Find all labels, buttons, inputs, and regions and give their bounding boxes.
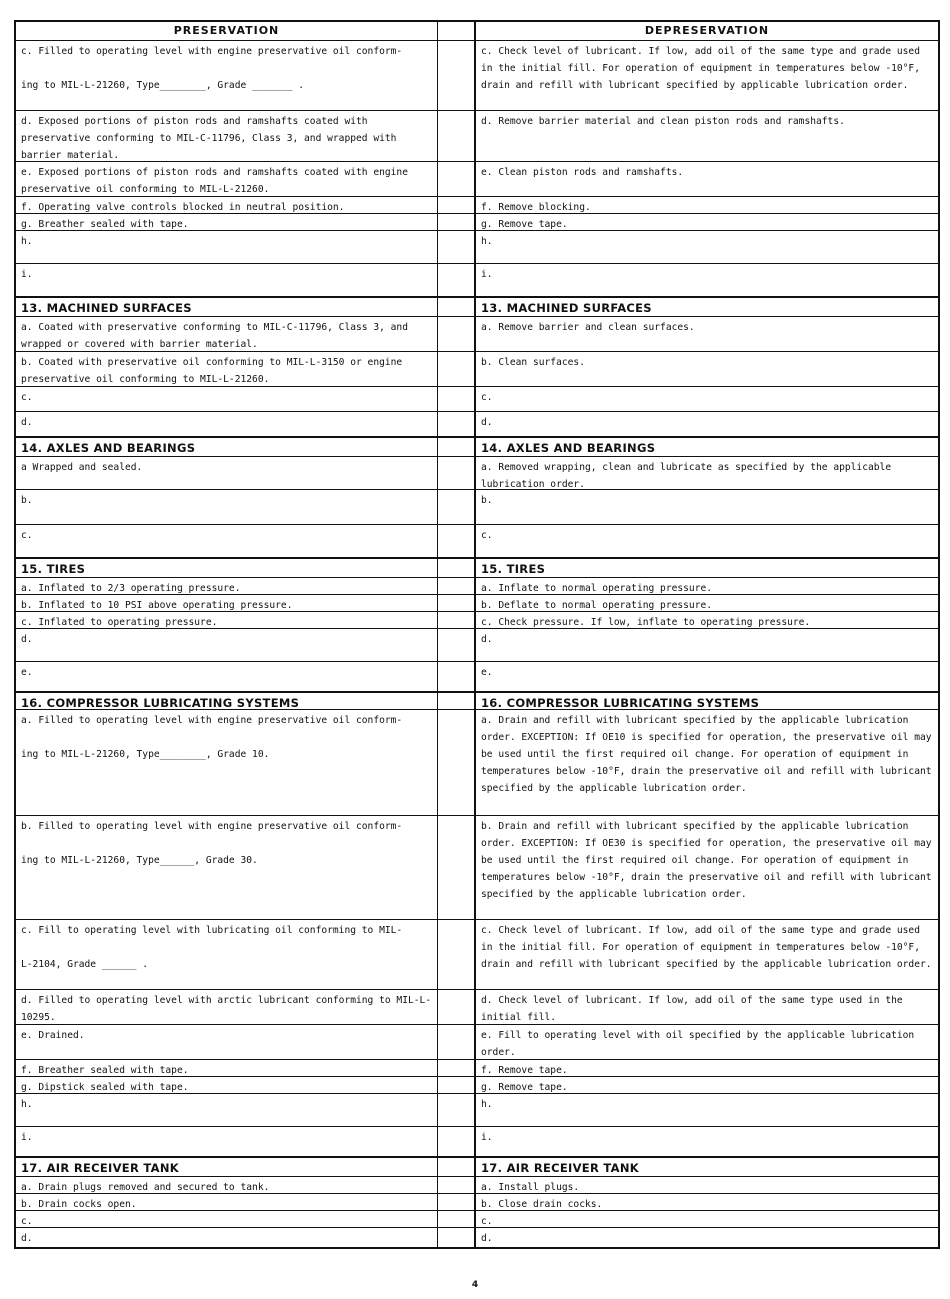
preservation-cell: f. Operating valve controls blocked in neutral position. <box>16 197 438 213</box>
spacer-cell <box>438 264 476 296</box>
table-row <box>16 263 938 296</box>
preservation-cell: b. Coated with preservative oil conforming to MIL-L-3150 or engine preservative oil conforming to MIL-L-21260. <box>16 352 438 386</box>
spacer-cell <box>438 1228 476 1247</box>
spacer-cell <box>438 412 476 436</box>
spacer-cell <box>438 457 476 489</box>
table-row <box>16 456 938 489</box>
preservation-cell: i. <box>16 264 438 296</box>
preservation-table <box>14 20 940 1249</box>
table-row <box>16 1076 938 1093</box>
table-row <box>16 661 938 691</box>
depreservation-cell: c. Check pressure. If low, inflate to operating pressure. <box>481 617 811 628</box>
preservation-cell: b. Drain cocks open. <box>16 1194 438 1210</box>
preservation-section-title: 16. COMPRESSOR LUBRICATING SYSTEMS <box>16 693 438 709</box>
spacer-cell <box>438 595 476 611</box>
table-row <box>16 196 938 213</box>
spacer-cell <box>438 559 476 577</box>
depreservation-cell: i. <box>481 1132 493 1143</box>
preservation-cell: a. Inflated to 2/3 operating pressure. <box>16 578 438 594</box>
table-row <box>16 161 938 196</box>
preservation-cell: h. <box>16 1094 438 1126</box>
table-row <box>16 1126 938 1156</box>
table-row <box>16 577 938 594</box>
table-row <box>16 40 938 110</box>
section-heading-row <box>16 296 938 316</box>
depreservation-cell: d. <box>481 417 493 428</box>
spacer-cell <box>438 1158 476 1176</box>
spacer-cell <box>438 990 476 1024</box>
depreservation-cell: a. Inflate to normal operating pressure. <box>481 583 713 594</box>
spacer-column <box>438 22 476 40</box>
spacer-cell <box>438 490 476 524</box>
preservation-section-title: 13. MACHINED SURFACES <box>16 298 438 316</box>
preservation-cell: e. <box>16 662 438 691</box>
depreservation-cell: h. <box>481 1099 493 1110</box>
table-row <box>16 1176 938 1193</box>
depreservation-cell: d. <box>481 634 493 645</box>
table-row <box>16 815 938 919</box>
depreservation-section-title: 15. TIRES <box>481 562 546 576</box>
section-heading-row <box>16 691 938 709</box>
depreservation-cell: g. Remove tape. <box>481 219 568 230</box>
spacer-cell <box>438 298 476 316</box>
spacer-cell <box>438 662 476 691</box>
table-row <box>16 919 938 989</box>
table-row <box>16 213 938 230</box>
depreservation-cell: a. Remove barrier and clean surfaces. <box>481 322 695 333</box>
spacer-cell <box>438 1211 476 1227</box>
table-row <box>16 489 938 524</box>
preservation-cell: e. Exposed portions of piston rods and ramshafts coated with engine preservative oil conforming to MIL-L-21260. <box>16 162 438 196</box>
preservation-section-title: 17. AIR RECEIVER TANK <box>16 1158 438 1176</box>
spacer-cell <box>438 162 476 196</box>
preservation-cell: f. Breather sealed with tape. <box>16 1060 438 1076</box>
preservation-cell: a. Coated with preservative conforming to MIL-C-11796, Class 3, and wrapped or covered with barrier material. <box>16 317 438 351</box>
depreservation-cell: a. Removed wrapping, clean and lubricate as specified by the applicable lubrication order. <box>481 462 892 489</box>
table-row <box>16 1024 938 1059</box>
spacer-cell <box>438 1060 476 1076</box>
table-row <box>16 524 938 557</box>
table-row <box>16 628 938 661</box>
depreservation-cell: c. Check level of lubricant. If low, add oil of the same type and grade used in the initial fill. For operation of equipment in temperatures below -10°F, drain and refill with lubricant specified by the applicable lubrication order. <box>481 925 932 970</box>
table-row <box>16 386 938 411</box>
spacer-cell <box>438 612 476 628</box>
spacer-cell <box>438 111 476 161</box>
preservation-cell: g. Breather sealed with tape. <box>16 214 438 230</box>
spacer-cell <box>438 1177 476 1193</box>
preservation-cell: b. <box>16 490 438 524</box>
page-number: 4 <box>471 1280 479 1290</box>
depreservation-cell: f. Remove blocking. <box>481 202 591 213</box>
table-row <box>16 709 938 815</box>
preservation-cell: c. Filled to operating level with engine preservative oil conform- ing to MIL-L-21260, Type________, Grade _______ . <box>16 41 438 110</box>
table-body <box>16 40 938 1247</box>
preservation-cell: d. <box>16 412 438 436</box>
section-heading-row <box>16 436 938 456</box>
table-row <box>16 316 938 351</box>
table-row <box>16 611 938 628</box>
depreservation-section-title: 14. AXLES AND BEARINGS <box>481 441 656 455</box>
preservation-cell: b. Inflated to 10 PSI above operating pressure. <box>16 595 438 611</box>
preservation-cell: b. Filled to operating level with engine preservative oil conform- ing to MIL-L-21260, Type______, Grade 30. <box>16 816 438 919</box>
spacer-cell <box>438 317 476 351</box>
depreservation-cell: b. Deflate to normal operating pressure. <box>481 600 713 611</box>
table-row <box>16 1210 938 1227</box>
table-row <box>16 1227 938 1247</box>
depreservation-cell: h. <box>481 236 493 247</box>
section-heading-row <box>16 557 938 577</box>
depreservation-cell: d. <box>481 1233 493 1244</box>
depreservation-cell: e. Clean piston rods and ramshafts. <box>481 167 684 178</box>
preservation-cell: d. Exposed portions of piston rods and ramshafts coated with preservative conforming to MIL-C-11796, Class 3, and wrapped with barrier material. <box>16 111 438 161</box>
table-row <box>16 411 938 436</box>
spacer-cell <box>438 1025 476 1059</box>
spacer-cell <box>438 231 476 263</box>
table-row <box>16 1193 938 1210</box>
depreservation-cell: b. Drain and refill with lubricant specified by the applicable lubrication order. EXCEPTION: If OE30 is specified for operation, the preservative oil may be used until the first required oil change. For operation of equipment in temperatures below -10°F, drain the preservative oil and refill with lubricant specified by the applicable lubrication order. <box>481 821 932 900</box>
depreservation-cell: i. <box>481 269 493 280</box>
table-header-row <box>16 22 938 40</box>
spacer-cell <box>438 438 476 456</box>
spacer-cell <box>438 578 476 594</box>
table-row <box>16 351 938 386</box>
spacer-cell <box>438 629 476 661</box>
spacer-cell <box>438 387 476 411</box>
spacer-cell <box>438 352 476 386</box>
preservation-cell: d. <box>16 1228 438 1247</box>
preservation-cell: c. <box>16 1211 438 1227</box>
depreservation-cell: b. Close drain cocks. <box>481 1199 603 1210</box>
table-row <box>16 1093 938 1126</box>
preservation-cell: d. Filled to operating level with arctic lubricant conforming to MIL-L-10295. <box>16 990 438 1024</box>
table-row <box>16 230 938 263</box>
depreservation-cell: a. Drain and refill with lubricant specified by the applicable lubrication order. EXCEPTION: If OE10 is specified for operation, the preservative oil may be used until the first required oil change. For operation of equipment in temperatures below -10°F, drain the preservative oil and refill with lubricant specified by the applicable lubrication order. <box>481 715 932 794</box>
spacer-cell <box>438 1094 476 1126</box>
depreservation-cell: d. Check level of lubricant. If low, add oil of the same type used in the initial fill. <box>481 995 903 1023</box>
preservation-cell: g. Dipstick sealed with tape. <box>16 1077 438 1093</box>
depreservation-cell: c. <box>481 392 493 403</box>
depreservation-section-title: 13. MACHINED SURFACES <box>481 301 652 315</box>
table-row <box>16 594 938 611</box>
depreservation-cell: g. Remove tape. <box>481 1082 568 1093</box>
spacer-cell <box>438 920 476 989</box>
preservation-cell: d. <box>16 629 438 661</box>
depreservation-cell: e. Fill to operating level with oil specified by the applicable lubrication order. <box>481 1030 915 1058</box>
depreservation-cell: e. <box>481 667 493 678</box>
preservation-section-title: 14. AXLES AND BEARINGS <box>16 438 438 456</box>
spacer-cell <box>438 214 476 230</box>
table-row <box>16 110 938 161</box>
preservation-cell: c. Inflated to operating pressure. <box>16 612 438 628</box>
preservation-cell: c. <box>16 387 438 411</box>
depreservation-cell: c. Check level of lubricant. If low, add oil of the same type and grade used in the initial fill. For operation of equipment in temperatures below -10°F, drain and refill with lubricant specified by applicable lubrication order. <box>481 46 920 91</box>
spacer-cell <box>438 1194 476 1210</box>
depreservation-cell: a. Install plugs. <box>481 1182 580 1193</box>
depreservation-column-header: DEPRESERVATION <box>644 24 770 37</box>
spacer-cell <box>438 710 476 815</box>
preservation-cell: e. Drained. <box>16 1025 438 1059</box>
depreservation-cell: c. <box>481 1216 493 1227</box>
depreservation-cell: b. <box>481 495 493 506</box>
spacer-cell <box>438 1077 476 1093</box>
depreservation-cell: b. Clean surfaces. <box>481 357 585 368</box>
preservation-section-title: 15. TIRES <box>16 559 438 577</box>
preservation-column-header: PRESERVATION <box>16 22 438 40</box>
preservation-cell: i. <box>16 1127 438 1156</box>
table-row <box>16 1059 938 1076</box>
preservation-cell: a. Drain plugs removed and secured to tank. <box>16 1177 438 1193</box>
depreservation-cell: c. <box>481 530 493 541</box>
section-heading-row <box>16 1156 938 1176</box>
table-row <box>16 989 938 1024</box>
spacer-cell <box>438 525 476 557</box>
depreservation-cell: d. Remove barrier material and clean piston rods and ramshafts. <box>481 116 845 127</box>
spacer-cell <box>438 816 476 919</box>
depreservation-section-title: 16. COMPRESSOR LUBRICATING SYSTEMS <box>481 696 760 709</box>
spacer-cell <box>438 41 476 110</box>
preservation-cell: a. Filled to operating level with engine preservative oil conform- ing to MIL-L-21260, Type________, Grade 10. <box>16 710 438 815</box>
preservation-cell: h. <box>16 231 438 263</box>
spacer-cell <box>438 693 476 709</box>
spacer-cell <box>438 1127 476 1156</box>
depreservation-section-title: 17. AIR RECEIVER TANK <box>481 1161 640 1175</box>
preservation-cell: c. <box>16 525 438 557</box>
depreservation-cell: f. Remove tape. <box>481 1065 568 1076</box>
preservation-cell: c. Fill to operating level with lubricating oil conforming to MIL- L-2104, Grade ______ . <box>16 920 438 989</box>
preservation-cell: a Wrapped and sealed. <box>16 457 438 489</box>
spacer-cell <box>438 197 476 213</box>
